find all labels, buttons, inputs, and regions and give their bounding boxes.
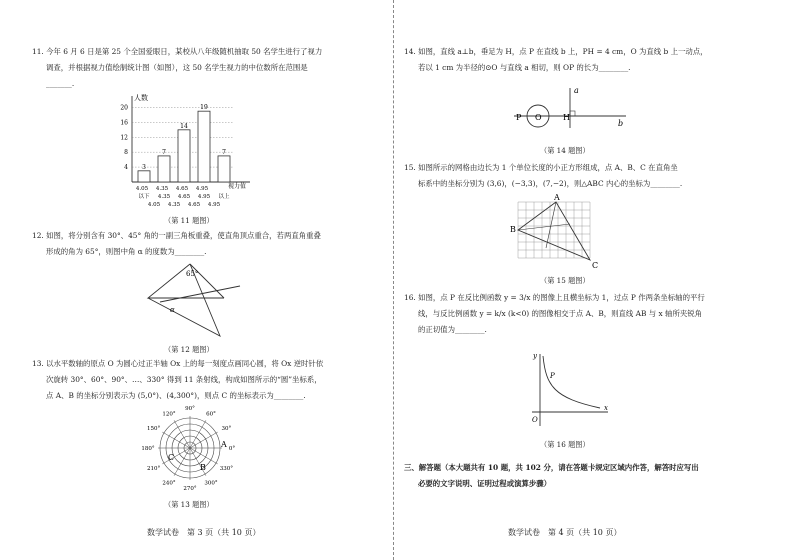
right-angle-mark [570, 111, 575, 116]
angle-label: 60° [206, 411, 216, 418]
q11-line2: 调查，并根据视力值绘制统计图（如图），这 50 名学生视力的中位数所在范围是 [46, 63, 308, 72]
inner-line-1 [546, 202, 556, 248]
x-tick-label: 以下 [138, 194, 150, 200]
q11-caption: （第 11 题图） [164, 216, 214, 225]
question-13 [32, 356, 382, 404]
label-o: O [535, 113, 542, 122]
q13-line1: 13. 以水平数轴的原点 O 为圆心过正半轴 Ox 上的每一刻度点画同心圆，将 Ox 逆时针依 [32, 359, 324, 368]
angle-label: 330° [219, 466, 233, 472]
angle-label: 0° [228, 446, 236, 452]
ray [190, 420, 206, 448]
label-y: y [533, 352, 537, 360]
point-c-label: C [168, 453, 175, 462]
q13-line3: 点 A、B 的坐标分别表示为 (5,0°)、(4,300°)，则点 C 的坐标表示为________. [46, 391, 306, 400]
q11-blank: _______. [46, 79, 75, 88]
page-divider [393, 0, 394, 560]
bar-data-label: 3 [142, 163, 146, 171]
q12-line1: 12. 如图，将分别含有 30°、45° 角的一副三角板重叠，使直角顶点重合，若两直角重叠 [32, 231, 321, 240]
x-tick-label: 4.35 [157, 194, 171, 200]
alpha-label: α [170, 306, 175, 314]
bar-data-label: 7 [222, 148, 226, 156]
q16-line1: 16. 如图，点 P 在反比例函数 y = 3/x 的图像上且横坐标为 1，过点 P 作两条坐标轴的平行 [404, 293, 705, 302]
right-footer: 数学试卷 第 4 页（共 10 页） [508, 528, 622, 537]
bar-data-label: 14 [180, 122, 188, 130]
hyperbola-curve [543, 356, 600, 408]
angle-label: 240° [162, 480, 176, 487]
inner-line-2 [518, 224, 570, 230]
label-p: P [516, 113, 522, 122]
bar [138, 171, 150, 182]
label-c: C [592, 261, 599, 270]
ray [162, 432, 190, 448]
y-axis-label: 人数 [134, 94, 148, 102]
ray [190, 448, 218, 464]
ray [174, 420, 190, 448]
label-a: a [574, 86, 579, 95]
label-b: B [510, 225, 516, 234]
question-14 [404, 44, 789, 76]
section-3-heading [404, 460, 789, 492]
angle-65-label: 65° [186, 270, 199, 278]
q11-bar-chart [110, 92, 270, 210]
y-tick-label: 12 [120, 134, 128, 142]
x-tick-label: 4.35 [155, 186, 169, 192]
bar [218, 156, 230, 182]
triangle-30 [148, 264, 220, 336]
q15-caption: （第 15 题图） [540, 276, 590, 285]
q13-line2: 次旋转 30°、60°、90°、…、330° 得到 11 条射线，构成如图所示的“圆”坐标系， [46, 375, 322, 384]
left-footer: 数学试卷 第 3 页（共 10 页） [147, 528, 261, 537]
label-h: H [563, 113, 570, 122]
left-page [0, 0, 392, 560]
angle-label: 120° [162, 411, 176, 418]
y-tick-label: 4 [124, 164, 128, 172]
q14-line2: 若以 1 cm 为半径的⊙O 与直线 a 相切，则 OP 的长为________. [418, 63, 631, 72]
q13-caption: （第 13 题图） [164, 500, 214, 509]
section3-line1: 三、解答题（本大题共有 10 题，共 102 分，请在答题卡规定区域内作答，解答时应写出 [404, 463, 699, 472]
x-tick-label: 4.65 [175, 186, 189, 192]
question-16 [404, 290, 789, 338]
y-tick-label: 16 [120, 119, 128, 127]
question-12 [32, 228, 382, 260]
y-tick-label: 20 [120, 104, 128, 112]
x-tick-label: 4.95 [207, 202, 221, 208]
question-11 [32, 44, 382, 92]
ray [162, 448, 190, 464]
q11-line1: 11. 今年 6 月 6 日是第 25 个全国爱眼日，某校从八年级随机抽取 50 名学生进行了视力 [32, 47, 323, 56]
angle-label: 270° [183, 486, 197, 492]
x-tick-label: 4.35 [167, 202, 181, 208]
q15-grid-figure [510, 194, 600, 270]
label-x: x [604, 404, 608, 412]
x-tick-label: 4.65 [177, 194, 191, 200]
x-tick-label: 4.95 [197, 194, 211, 200]
ray [190, 432, 218, 448]
q14-line1: 14. 如图，直线 a⊥b，垂足为 H，点 P 在直线 b 上，PH = 4 cm，O 为直线 b 上一动点， [404, 47, 708, 56]
q12-figure [140, 262, 250, 340]
x-tick-label: 4.05 [135, 186, 149, 192]
angle-label: 210° [147, 466, 161, 472]
question-15 [404, 160, 789, 192]
point-b-label: B [200, 463, 206, 472]
x-tick-label: 以上 [218, 194, 230, 200]
q16-line2: 线，与反比例函数 y = k/x (k<0) 的图像相交于点 A、B，则直线 AB 与 x 轴所夹锐角 [418, 309, 703, 318]
q12-line2: 形成的角为 65°，则图中角 α 的度数为________. [46, 247, 207, 256]
q16-line3: 的正切值为________. [418, 325, 487, 334]
point-a-label: A [221, 440, 227, 449]
q15-line2: 标系中的坐标分别为 (3,6)，(−3,3)，(7,−2)，则△ABC 内心的坐标为________. [418, 179, 683, 188]
q12-caption: （第 12 题图） [164, 345, 214, 354]
q16-caption: （第 16 题图） [540, 440, 590, 449]
x-axis-label: 视力值 [228, 183, 247, 190]
x-tick-label: 4.95 [195, 186, 209, 192]
bar [198, 111, 210, 182]
angle-label: 90° [185, 406, 195, 412]
ray [174, 448, 190, 476]
label-origin: O [532, 416, 538, 424]
bar-data-label: 19 [200, 104, 208, 112]
right-page [400, 0, 794, 560]
angle-label: 30° [221, 426, 232, 432]
angle-label: 180° [141, 446, 155, 452]
q15-line1: 15. 如图所示的网格由边长为 1 个单位长度的小正方形组成，点 A、B、C 在直角坐 [404, 163, 678, 172]
bar [158, 156, 170, 182]
section3-line2: 必要的文字说明、证明过程或演算步骤） [418, 479, 552, 488]
bar [178, 130, 190, 182]
q14-figure [510, 84, 630, 130]
q14-caption: （第 14 题图） [540, 146, 590, 155]
q13-polar-figure [130, 402, 250, 496]
label-b: b [618, 119, 624, 128]
angle-label: 150° [147, 426, 161, 432]
bar-data-label: 7 [162, 148, 166, 156]
y-tick-label: 8 [124, 149, 128, 157]
x-tick-label: 4.05 [147, 202, 161, 208]
label-p: P [550, 372, 555, 380]
angle-label: 300° [204, 480, 218, 487]
label-a: A [554, 194, 560, 202]
x-tick-label: 4.65 [187, 202, 201, 208]
q16-figure [530, 350, 610, 430]
